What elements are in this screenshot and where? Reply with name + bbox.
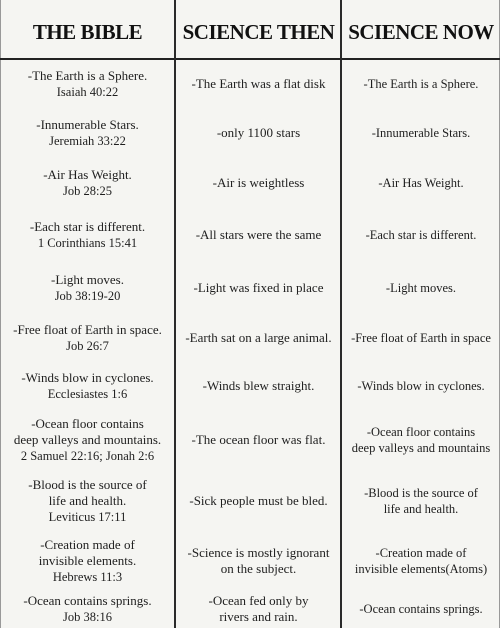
bible-cell: [0, 314, 175, 361]
science-then-cell: [175, 361, 342, 410]
bible-cell: [0, 208, 175, 262]
statement-line: -Ocean floor contains: [31, 416, 144, 431]
statement-line: invisible elements(Atoms): [354, 561, 488, 576]
statement-line: -Sick people must be bled.: [189, 493, 328, 508]
header-science-then: SCIENCE THEN: [182, 19, 335, 44]
header-bible: THE BIBLE: [32, 19, 143, 44]
science-now-cell: [342, 208, 500, 262]
statement-line: -Ocean contains springs.: [359, 601, 483, 616]
science-now-cell: [342, 58, 500, 109]
statement-line: -Free float of Earth in space.: [13, 321, 162, 337]
statement-line: -Air is weightless: [212, 174, 305, 190]
statement-line: rivers and rain.: [219, 608, 298, 624]
statement-line: invisible elements.: [38, 552, 137, 568]
science-then-cell: [175, 262, 342, 314]
scripture-reference: Jeremiah 33:22: [49, 134, 126, 148]
science-then-cell: [175, 314, 342, 361]
statement-line: -Light moves.: [385, 281, 457, 295]
statement-line: -Ocean contains springs.: [23, 592, 152, 608]
statement-line: -Ocean floor contains: [366, 425, 476, 439]
statement-line: -The ocean floor was flat.: [191, 432, 326, 447]
scripture-reference: Ecclesiastes 1:6: [47, 386, 128, 401]
scripture-reference: Job 28:25: [63, 183, 112, 198]
table-body: [0, 58, 500, 628]
statement-line: on the subject.: [220, 560, 297, 576]
bible-cell: [0, 470, 175, 532]
science-then-cell: [175, 157, 342, 208]
statement-line: -Innumerable Stars.: [371, 126, 471, 140]
scripture-reference: 2 Samuel 22:16; Jonah 2:6: [20, 449, 155, 463]
science-now-cell: [342, 262, 500, 314]
statement-line: -The Earth is a Sphere.: [363, 76, 479, 91]
science-now-cell: [342, 589, 500, 628]
science-then-cell: [175, 109, 342, 157]
statement-line: deep valleys and mountains.: [13, 432, 162, 447]
statement-line: -Innumerable Stars.: [36, 117, 139, 132]
statement-line: -Earth sat on a large animal.: [185, 329, 332, 345]
bible-cell: [0, 410, 175, 470]
statement-line: -Winds blew straight.: [202, 377, 315, 393]
bible-cell: [0, 532, 175, 589]
science-then-cell: [175, 208, 342, 262]
statement-line: life and health.: [383, 502, 459, 516]
statement-line: -Creation made of: [375, 545, 467, 560]
statement-line: -Winds blow in cyclones.: [357, 378, 485, 393]
scripture-reference: Job 26:7: [66, 338, 109, 353]
statement-line: -All stars were the same: [195, 227, 322, 242]
statement-line: -Light moves.: [51, 272, 124, 287]
statement-line: -Science is mostly ignorant: [187, 544, 330, 560]
science-now-cell: [342, 470, 500, 532]
statement-line: -Light was fixed in place: [193, 280, 324, 295]
science-now-cell: [342, 109, 500, 157]
statement-line: deep valleys and mountains: [351, 441, 491, 455]
scripture-reference: Job 38:19-20: [54, 289, 121, 303]
statement-line: -Each star is different.: [365, 228, 477, 242]
scripture-reference: Leviticus 17:11: [48, 510, 127, 524]
scripture-reference: Hebrews 11:3: [52, 569, 123, 584]
bible-cell: [0, 589, 175, 628]
column-divider-1: [174, 0, 176, 628]
scripture-reference: Isaiah 40:22: [56, 84, 119, 99]
statement-line: -Free float of Earth in space: [351, 330, 491, 345]
statement-line: -Air Has Weight.: [378, 175, 464, 190]
statement-line: -Ocean fed only by: [208, 592, 309, 608]
table-header: [0, 0, 500, 60]
science-then-cell: [175, 470, 342, 532]
bible-cell: [0, 109, 175, 157]
science-now-cell: [342, 532, 500, 589]
science-then-cell: [175, 589, 342, 628]
bible-cell: [0, 361, 175, 410]
bible-cell: [0, 58, 175, 109]
statement-line: -The Earth is a Sphere.: [27, 67, 148, 83]
statement-line: -Each star is different.: [29, 219, 146, 234]
column-divider-2: [340, 0, 342, 628]
statement-line: -Winds blow in cyclones.: [21, 369, 154, 385]
bible-cell: [0, 262, 175, 314]
science-then-cell: [175, 410, 342, 470]
bible-cell: [0, 157, 175, 208]
statement-line: -The Earth was a flat disk: [191, 75, 326, 91]
science-now-cell: [342, 361, 500, 410]
science-then-cell: [175, 532, 342, 589]
statement-line: -Blood is the source of: [28, 477, 147, 492]
statement-line: -Air Has Weight.: [43, 166, 132, 182]
statement-line: -Creation made of: [40, 536, 135, 552]
header-science-now: SCIENCE NOW: [348, 19, 494, 44]
scripture-reference: Job 38:16: [63, 609, 112, 624]
science-now-cell: [342, 410, 500, 470]
statement-line: -only 1100 stars: [216, 125, 301, 140]
science-now-cell: [342, 314, 500, 361]
science-now-cell: [342, 157, 500, 208]
statement-line: life and health.: [48, 493, 127, 508]
science-then-cell: [175, 58, 342, 109]
scripture-reference: 1 Corinthians 15:41: [37, 236, 138, 250]
statement-line: -Blood is the source of: [364, 486, 478, 500]
